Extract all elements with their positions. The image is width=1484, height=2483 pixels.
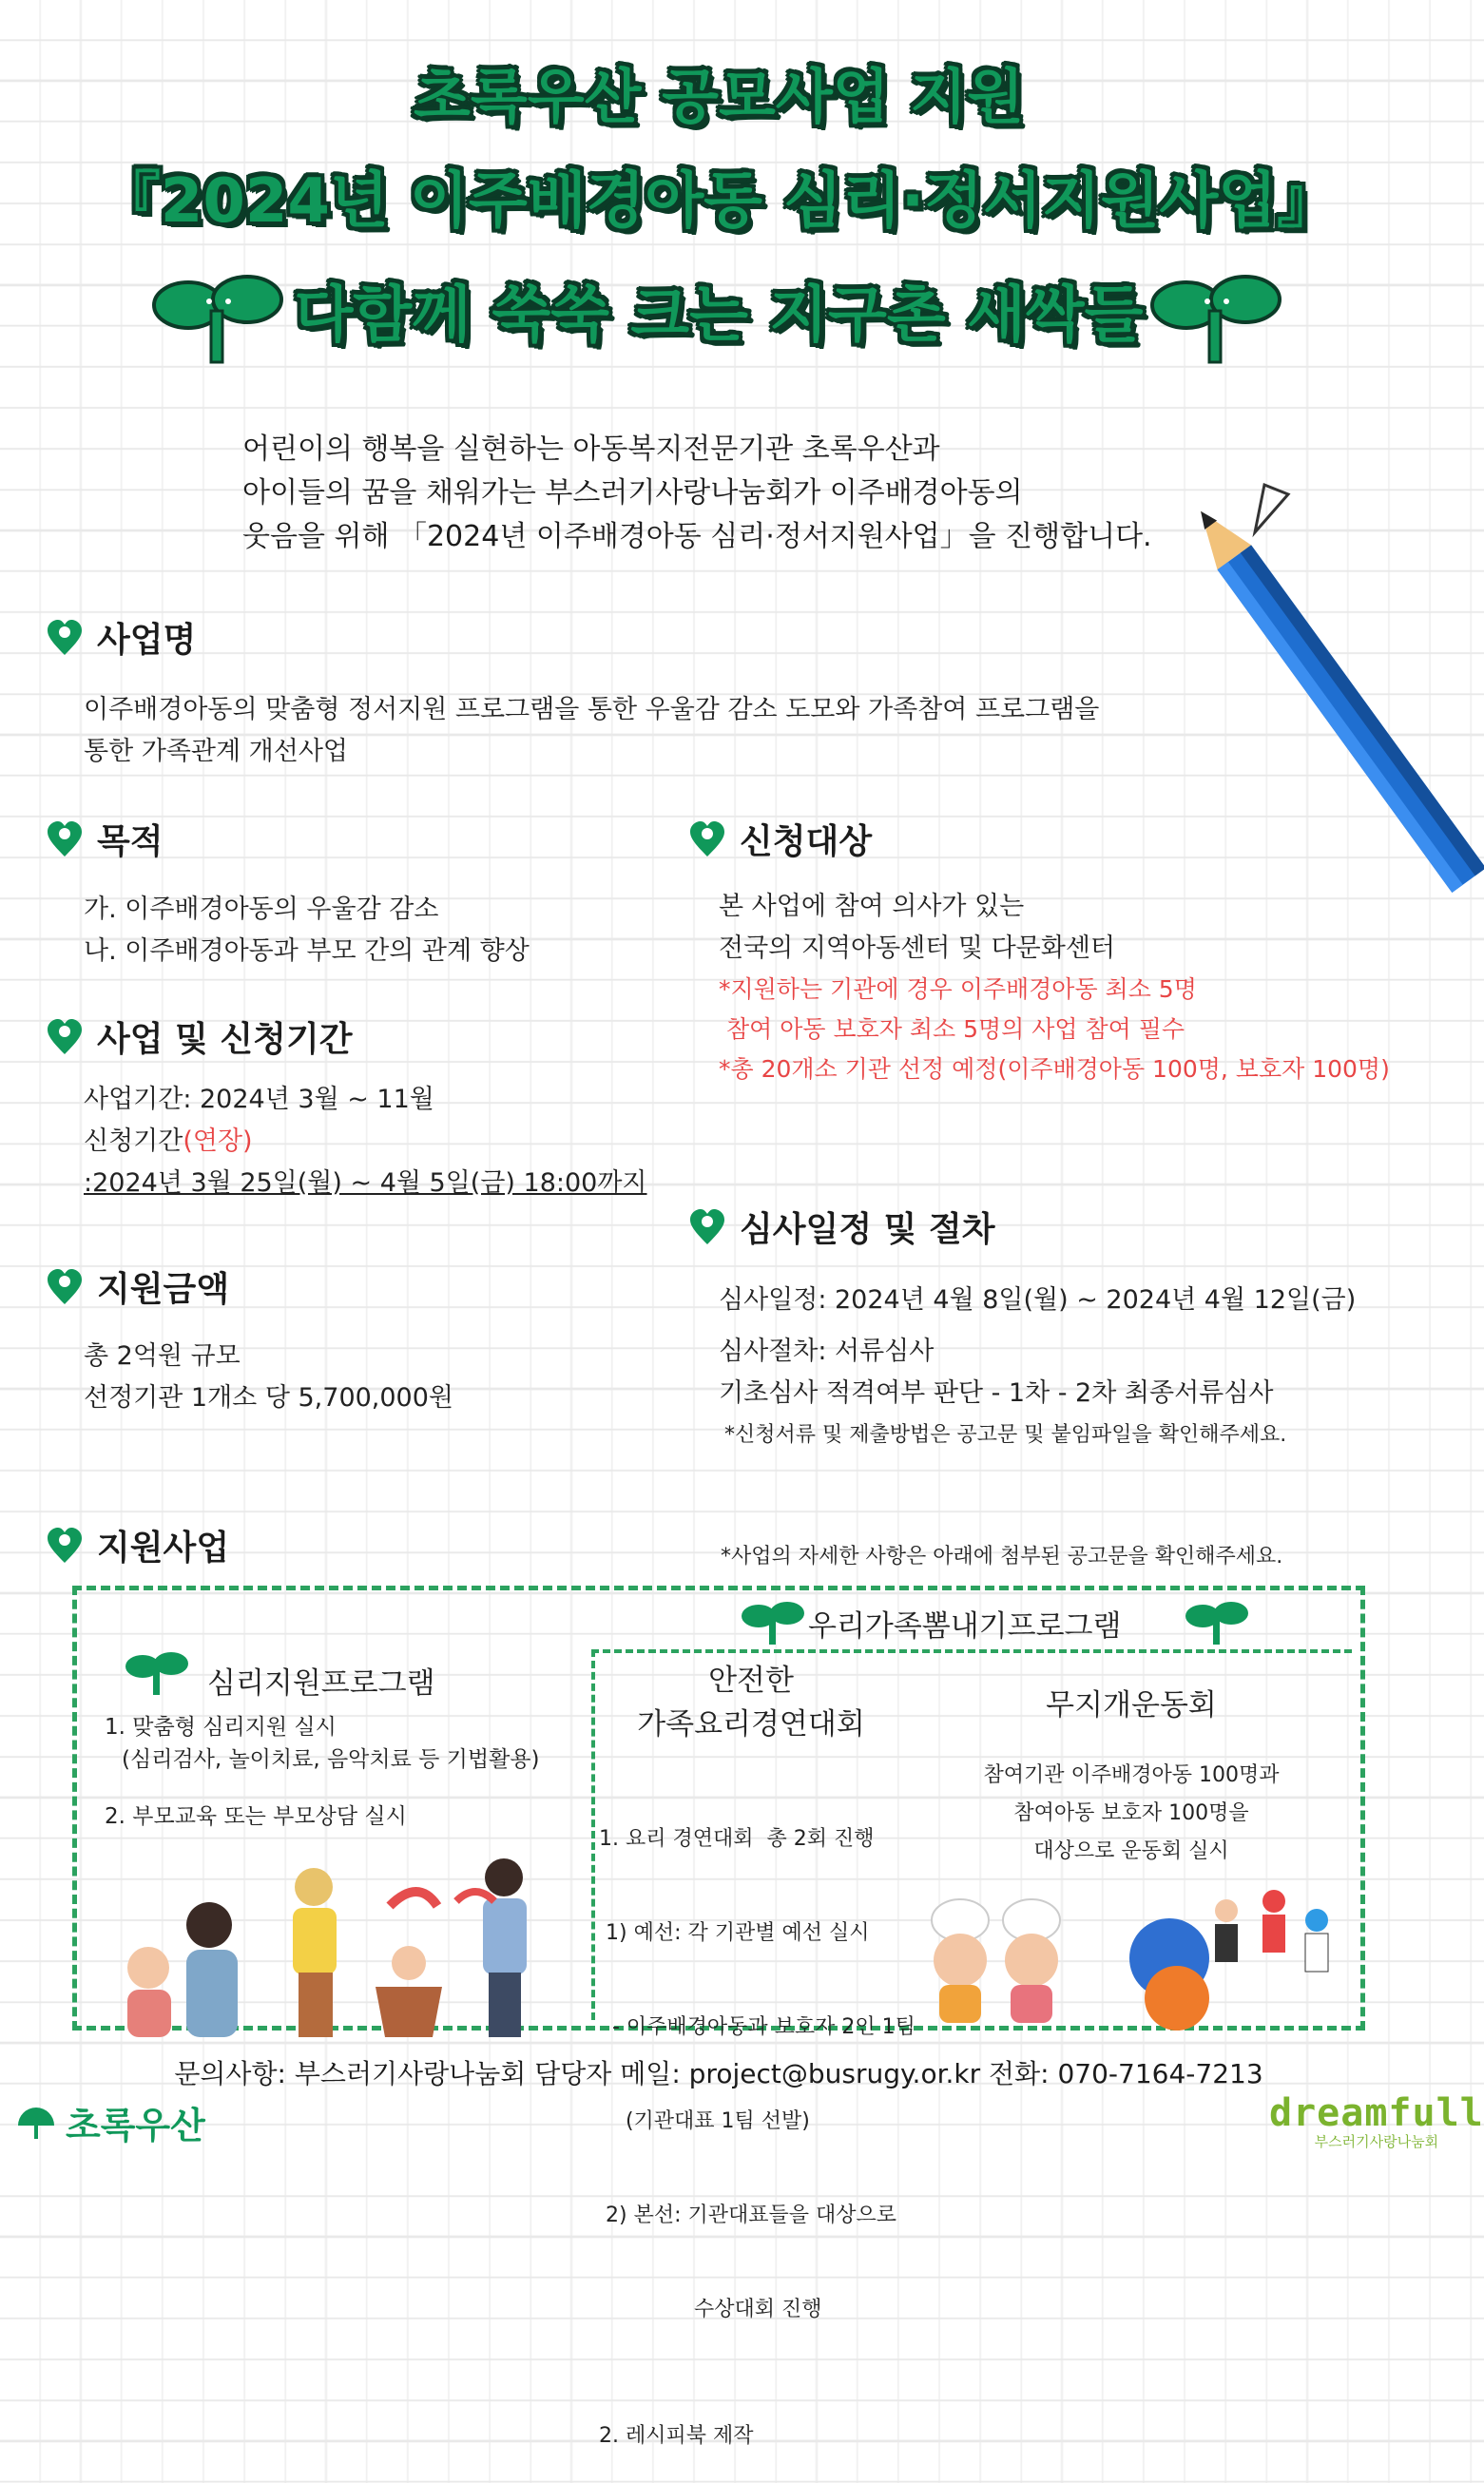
psych-program-title: 심리지원프로그램 (207, 1666, 435, 1701)
text-line: 기초심사 적격여부 판단 - 1차 - 2차 최종서류심사 (719, 1378, 1274, 1408)
list-item: (심리검사, 놀이치료, 음악치료 등 기법활용) (122, 1747, 540, 1772)
green-umbrella-logo (14, 2096, 205, 2148)
section-heading-support (46, 1521, 229, 1569)
location-pin-icon (688, 820, 726, 858)
red-note: *총 20개소 기관 선정 예정(이주배경아동 100명, 보호자 100명) (719, 1055, 1390, 1083)
title-line: 안전한 (708, 1664, 794, 1698)
text-line (84, 1121, 647, 1163)
section-title: 심사일정 및 절차 (740, 1210, 995, 1249)
list-item: 1) 예선: 각 기관별 예선 실시 (599, 1921, 870, 1945)
list-item: 1. 요리 경연대회 총 2회 진행 (599, 1827, 875, 1851)
cooking-contest-text (599, 1761, 915, 2483)
subtitle: 다함께 쑥쑥 크는 지구촌 새싹들 (294, 280, 1144, 351)
target-text (719, 886, 1390, 1089)
list-item: 2. 레시피북 제작 (599, 2424, 754, 2448)
text-line: 나. 이주배경아동과 부모 간의 관계 향상 (84, 936, 530, 966)
cooking-contest-title (608, 1659, 894, 1746)
text-line: 참여아동 보호자 100명을 (1013, 1801, 1249, 1825)
text-line: 사업기간: 2024년 3월 ~ 11월 (84, 1085, 434, 1114)
section-title: 지원금액 (97, 1270, 230, 1309)
extended-badge: (연장) (183, 1126, 253, 1156)
section-heading-review (688, 1203, 995, 1251)
family-illustration (105, 1849, 580, 2039)
list-item: 수상대회 진행 (694, 2298, 822, 2321)
sprout-icon (1184, 1599, 1250, 1646)
text-line: 총 2억원 규모 (84, 1341, 241, 1371)
intro-line: 아이들의 꿈을 채워가는 부스러기사랑나눔회가 이주배경아동의 (242, 476, 1023, 510)
purpose-text (84, 889, 530, 972)
location-pin-icon (46, 820, 84, 858)
umbrella-logo-icon (14, 2101, 58, 2145)
amount-text (84, 1336, 453, 1419)
intro-line: 어린이의 행복을 실현하는 아동복지전문기관 초록우산과 (242, 433, 940, 466)
dreamfull-logo (1269, 2091, 1484, 2151)
section-heading-period (46, 1012, 353, 1061)
list-item: 2. 부모교육 또는 부모상담 실시 (105, 1804, 407, 1829)
review-text (719, 1280, 1356, 1456)
note: *신청서류 및 제출방법은 공고문 및 붙임파일을 확인해주세요. (724, 1423, 1287, 1447)
text-line: 선정기관 1개소 당 5,700,000원 (84, 1383, 453, 1413)
sprout-icon (740, 1599, 806, 1646)
title-line: 가족요리경연대회 (637, 1707, 865, 1742)
text-line: 통한 가족관계 개선사업 (84, 737, 348, 766)
text-line: 가. 이주배경아동의 우울감 감소 (84, 895, 439, 924)
text-line: 전국의 지역아동센터 및 다문화센터 (719, 934, 1115, 963)
location-pin-icon (688, 1208, 726, 1246)
section-title: 지원사업 (97, 1529, 230, 1568)
red-note: 참여 아동 보호자 최소 5명의 사업 참여 필수 (719, 1015, 1185, 1043)
logo-text: 초록우산 (66, 2105, 205, 2146)
sports-day-text (970, 1757, 1293, 1871)
section-heading-purpose (46, 815, 164, 863)
list-item: (기관대표 1팀 선발) (599, 2109, 810, 2133)
sprout-icon (1150, 271, 1283, 366)
text-line: 심사절차: 서류심사 (719, 1337, 935, 1366)
list-item: 2) 본선: 기관대표들을 대상으로 (599, 2204, 896, 2227)
title-line-2: 『2024년 이주배경아동 심리·정서지원사업』 (99, 166, 1339, 237)
text-line: 본 사업에 참여 의사가 있는 (719, 892, 1025, 921)
text-line: 참여기관 이주배경아동 100명과 (983, 1763, 1280, 1787)
intro-text (242, 428, 1152, 559)
section-heading-business-name (46, 613, 196, 662)
contact-info: 문의사항: 부스러기사랑나눔회 담당자 메일: project@busrugy.or.kr 전화: 070-7164-7213 (174, 2058, 1263, 2089)
section-title: 신청대상 (740, 822, 873, 861)
section-title: 목적 (97, 822, 164, 861)
list-item: - 이주배경아동과 보호자 2인 1팀 (599, 2015, 915, 2039)
business-name-text (84, 689, 1099, 773)
sprout-icon (124, 1649, 190, 1697)
sports-day-title: 무지개운동회 (1046, 1688, 1217, 1723)
support-note: *사업의 자세한 사항은 아래에 첨부된 공고문을 확인해주세요. (721, 1545, 1283, 1569)
red-note: *지원하는 기관에 경우 이주배경아동 최소 5명 (719, 975, 1197, 1003)
section-heading-amount (46, 1262, 229, 1311)
label: 신청기간 (84, 1126, 183, 1156)
location-pin-icon (46, 1018, 84, 1056)
list-item: 1. 맞춤형 심리지원 실시 (105, 1715, 337, 1740)
period-text (84, 1079, 647, 1204)
text-line: 대상으로 운동회 실시 (1033, 1839, 1229, 1863)
intro-line: 웃음을 위해 「2024년 이주배경아동 심리·정서지원사업」을 진행합니다. (242, 520, 1152, 553)
logo-text: dreamfull (1269, 2091, 1484, 2135)
sparkle-icon (1236, 480, 1293, 556)
text-line: 심사일정: 2024년 4월 8일(월) ~ 2024년 4월 12일(금) (719, 1285, 1357, 1315)
application-dates: :2024년 3월 25일(월) ~ 4월 5일(금) 18:00까지 (84, 1168, 647, 1198)
section-title: 사업 및 신청기간 (97, 1020, 353, 1059)
location-pin-icon (46, 1268, 84, 1306)
text-line: 이주배경아동의 맞춤형 정서지원 프로그램을 통한 우울감 감소 도모와 가족참여 프로그램을 (84, 695, 1100, 724)
kids-activity-illustration (922, 1892, 1350, 2034)
logo-subtext: 부스러기사랑나눔회 (1314, 2133, 1439, 2150)
location-pin-icon (46, 1527, 84, 1565)
psych-program-text (105, 1711, 540, 1833)
section-title: 사업명 (97, 621, 197, 660)
location-pin-icon (46, 619, 84, 657)
family-program-title: 우리가족뽐내기프로그램 (808, 1609, 1122, 1644)
title-line-1: 초록우산 공모사업 지원 (413, 62, 1025, 131)
section-heading-target (688, 815, 872, 863)
